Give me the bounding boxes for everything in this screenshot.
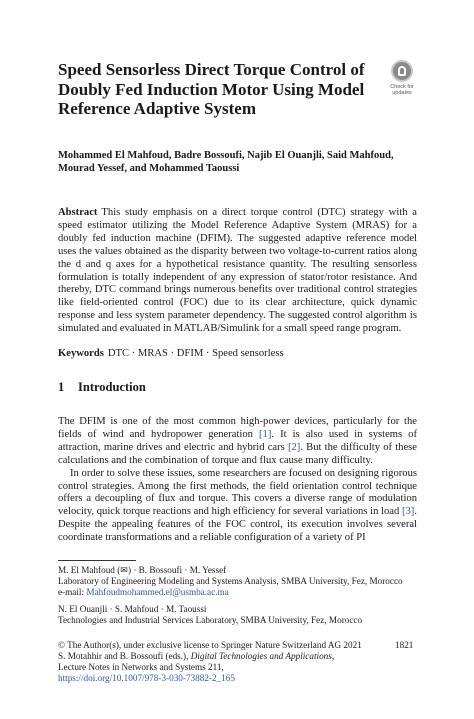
keywords-text: DTC · MRAS · DFIM · Speed sensorless <box>107 348 284 359</box>
editors-line <box>58 651 428 662</box>
badge-line1: Check for <box>390 84 414 90</box>
email-link[interactable]: Mahfoudmohammed.el@usmba.ac.ma <box>86 587 229 597</box>
footnote-divider <box>58 560 136 561</box>
abstract <box>58 207 417 336</box>
doi-link[interactable]: https://doi.org/10.1007/978-3-030-73882-2_165 <box>58 673 235 683</box>
keywords-label: Keywords <box>58 348 104 359</box>
abstract-text: This study emphasis on a direct torque control (DTC) strategy with a speed estimator utilizing the Model Reference Adaptive System (MRAS) for a doubly fed induction machine (DFIM). The suggested adaptive reference model uses the values obtained as the disparity between two voltage-to-current ratios along the d and q axes for a hypothetical resistance quantity. The resulting sensorless formulation is totally independent of any expression of stator/rotor resistance. And thereby, DTC command brings numerous benefits over traditional control strategies like field-oriented control (FOC) due to its clear architecture, quick dynamic response and less system parameter dependency. The suggested control algorithm is simulated and evaluated in MATLAB/Simulink for a small speed range program. <box>58 207 417 335</box>
section-title: Introduction <box>78 380 146 394</box>
paragraph-2 <box>58 468 417 545</box>
editors-text: S. Motahhir and B. Bossoufi (eds.), <box>58 651 191 661</box>
series-line: Lecture Notes in Networks and Systems 211, <box>58 662 224 672</box>
badge-text <box>385 84 419 96</box>
paragraph-1 <box>58 416 417 468</box>
body-text <box>58 416 417 545</box>
authors-line2: Mourad Yessef, and Mohammed Taoussi <box>58 163 240 174</box>
aff1-names: M. El Mahfoud (✉) · B. Bossoufi · M. Yessef <box>58 565 227 575</box>
affiliation-2 <box>58 604 428 626</box>
check-updates-icon <box>391 60 413 82</box>
aff2-lab: Technologies and Industrial Services Laboratory, SMBA University, Fez, Morocco <box>58 615 363 625</box>
authors-line1: Mohammed El Mahfoud, Badre Bossoufi, Najib El Ouanjli, Said Mahfoud, <box>58 150 394 161</box>
citation-link[interactable]: [2] <box>287 441 301 453</box>
p2-text-a: In order to solve these issues, some researchers are focused on designing rigorous control strategies. Among the first methods, the field orientation control technique offers a decoupling of flux and torque. This covers a diverse range of modulation velocity, quick torque reactions and high efficiency for several variations in load <box>58 467 417 518</box>
p2-text-b: . Despite the appealing features of the FOC control, its execution involves several coordinate transformations and a reliable configuration of a variety of PI <box>58 506 417 544</box>
copyright-block <box>58 640 428 684</box>
aff1-email-line <box>58 587 428 598</box>
paper-title: Speed Sensorless Direct Torque Control of Doubly Fed Induction Motor Using Model Reference Adaptive System <box>58 60 365 118</box>
section-heading <box>58 380 418 395</box>
check-for-updates-badge[interactable] <box>385 60 419 98</box>
citation-link[interactable]: [3] <box>401 506 415 518</box>
affiliation-1 <box>58 565 428 598</box>
aff1-lab: Laboratory of Engineering Modeling and Systems Analysis, SMBA University, Fez, Morocco <box>58 576 403 586</box>
book-title: Digital Technologies and Applications <box>190 651 332 661</box>
section-number: 1 <box>58 380 65 394</box>
p1-text-c: . But the difficulty of these calculations and the combination of torque and flux cause many difficulty. <box>58 441 418 466</box>
aff2-names: N. El Ouanjli · S. Mahfoud · M. Taoussi <box>58 604 207 614</box>
citation-link[interactable]: [1] <box>259 428 272 440</box>
author-list <box>58 149 418 175</box>
p1-text-a: The DFIM is one of the most common high-power devices, particularly for the fields of wind and hydropower generation <box>58 416 417 440</box>
p1-text-b: . It is also used in systems of attraction, marine drives and electric and hybrid cars <box>58 428 417 453</box>
badge-line2: updates <box>392 90 412 96</box>
email-label: e-mail: <box>58 587 87 597</box>
abstract-label: Abstract <box>58 207 98 218</box>
copyright-line: © The Author(s), under exclusive license to Springer Nature Switzerland AG 2021 <box>58 640 362 650</box>
editors-comma: , <box>331 651 335 661</box>
page-number: 1821 <box>395 640 414 650</box>
keywords <box>58 347 418 360</box>
